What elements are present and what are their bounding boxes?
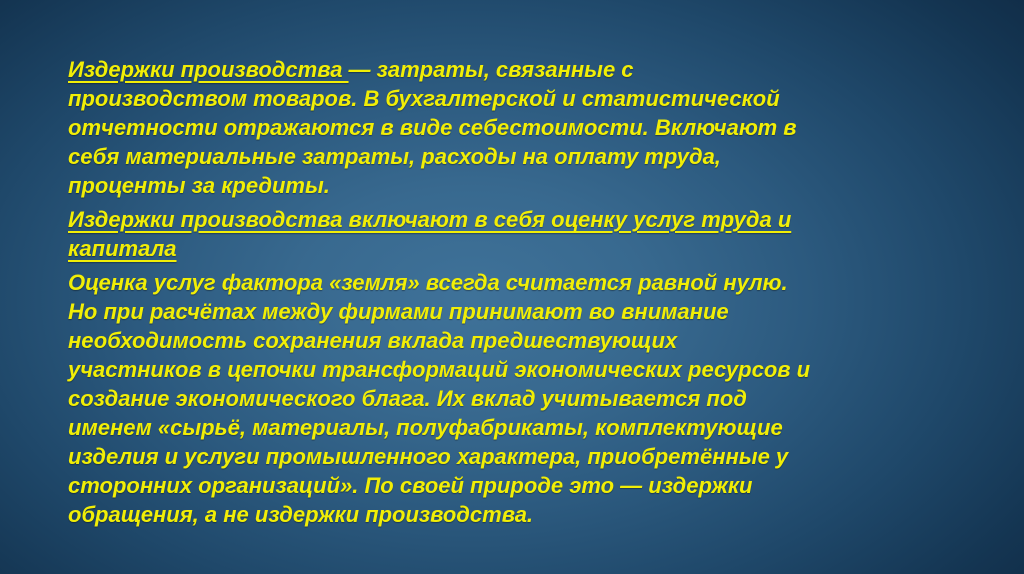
line-text: проценты за кредиты. (68, 173, 330, 198)
text-line (68, 297, 868, 326)
line-text: отчетности отражаются в виде себестоимости. Включают в (68, 115, 797, 140)
underlined-term: капитала (68, 236, 177, 261)
text-line (68, 413, 868, 442)
text-line (68, 234, 868, 263)
text-line (68, 55, 868, 84)
slide-text-block (68, 55, 868, 534)
text-line (68, 442, 868, 471)
line-text: обращения, а не издержки производства. (68, 502, 534, 527)
text-line (68, 171, 868, 200)
underlined-term: Издержки производства (68, 57, 349, 82)
line-text: необходимость сохранения вклада предшествующих (68, 328, 678, 353)
line-text: именем «сырьё, материалы, полуфабрикаты, комплектующие (68, 415, 783, 440)
text-line (68, 471, 868, 500)
line-text: сторонних организаций». По своей природе это — издержки (68, 473, 753, 498)
underlined-term: Издержки производства включают в себя оценку услуг труда и (68, 207, 792, 232)
paragraph-definition (68, 55, 868, 200)
line-text: создание экономического блага. Их вклад учитывается под (68, 386, 747, 411)
line-text: — затраты, связанные с (348, 57, 634, 82)
paragraph-thesis (68, 205, 868, 263)
text-line (68, 384, 868, 413)
text-line (68, 113, 868, 142)
line-text: Оценка услуг фактора «земля» всегда считается равной нулю. (68, 270, 788, 295)
line-text: производством товаров. В бухгалтерской и статистической (68, 86, 780, 111)
text-line (68, 355, 868, 384)
line-text: Но при расчётах между фирмами принимают во внимание (68, 299, 729, 324)
text-line (68, 500, 868, 529)
paragraph-explanation (68, 268, 868, 529)
text-line (68, 205, 868, 234)
text-line (68, 142, 868, 171)
text-line (68, 84, 868, 113)
line-text: участников в цепочки трансформаций экономических ресурсов и (68, 357, 811, 382)
text-line (68, 268, 868, 297)
line-text: изделия и услуги промышленного характера, приобретённые у (68, 444, 789, 469)
text-line (68, 326, 868, 355)
line-text: себя материальные затраты, расходы на оплату труда, (68, 144, 721, 169)
